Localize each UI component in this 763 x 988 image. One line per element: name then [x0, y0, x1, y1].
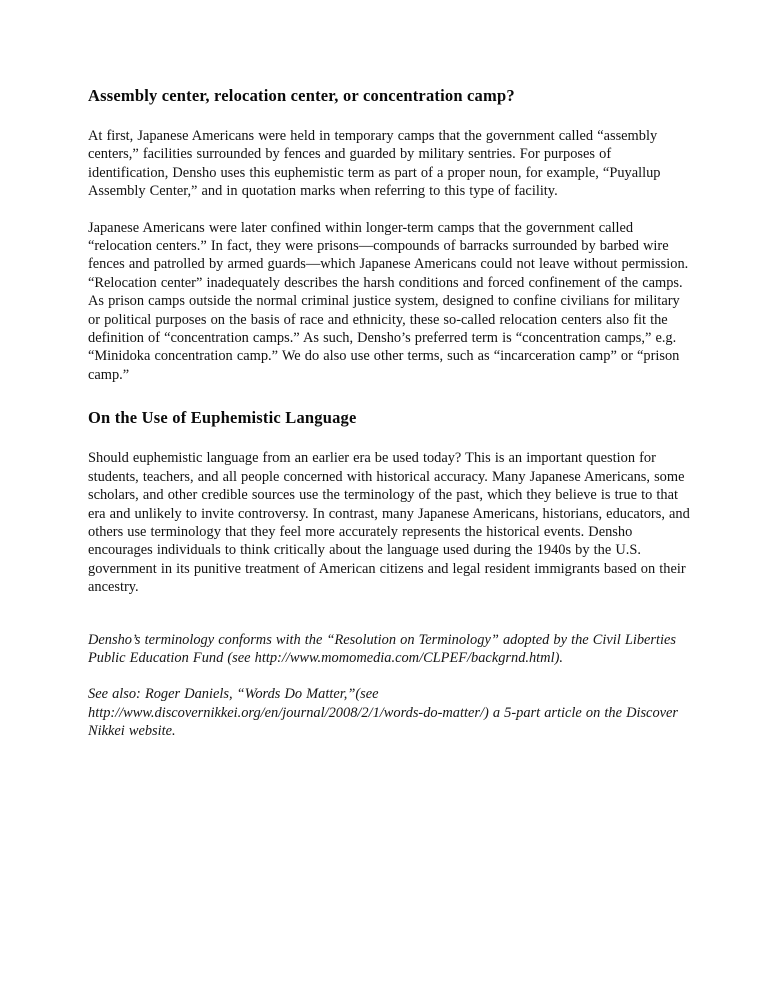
resolution-on-terminology-note: Densho’s terminology conforms with the “Resolution on Terminology” adopted by the Civil Liberties Public Education Fund (see http://www.momomedia.com/CLPEF/backgrnd.html).: [88, 631, 677, 666]
words-do-matter-note: See also: Roger Daniels, “Words Do Matter,”(see http://www.discovernikkei.org/en/journal/2008/2/1/words-do-matter/) a 5-part article on the Discover Nikkei website.: [88, 686, 679, 740]
assembly-centers-paragraph: At first, Japanese Americans were held in temporary camps that the government called “assembly centers,” facilities surrounded by fences and guarded by military sentries. For purposes of identification, Densho uses this euphemistic term as part of a proper noun, for example, “Puyallup Assembly Center,” and in quotation marks when referring to this type of facility.: [88, 128, 661, 200]
section-terminology: [88, 86, 692, 384]
euphemistic-language-section-heading: On the Use of Euphemistic Language: [88, 408, 357, 428]
document-content: [88, 86, 692, 741]
relocation-centers-paragraph: Japanese Americans were later confined within longer-term camps that the government called “relocation centers.” In fact, they were prisons—compounds of barracks surrounded by barbed wire fences and patrolled by armed guards—which Japanese Americans could not leave without permission. “Relocation center” inadequately describes the harsh conditions and forced confinement of the camps. As prison camps outside the normal criminal justice system, designed to confine civilians for military or political purposes on the basis of race and ethnicity, these so-called relocation centers also fit the definition of “concentration camps.” As such, Densho’s preferred term is “concentration camps,” e.g. “Minidoka concentration camp.” We do also use other terms, such as “incarceration camp” or “prison camp.”: [88, 219, 689, 383]
euphemistic-language-paragraph: Should euphemistic language from an earlier era be used today? This is an important question for students, teachers, and all people concerned with historical accuracy. Many Japanese Americans, some scholars, and other credible sources use the terminology of the past, which they believe is true to that era and unlikely to invite controversy. In contrast, many Japanese Americans, historians, educators, and others use terminology that they feel more accurately represents the historical events. Densho encourages individuals to think critically about the language used during the 1940s by the U.S. government in its punitive treatment of American citizens and legal resident immigrants based on their ancestry.: [88, 450, 690, 596]
citation-notes: [88, 631, 692, 741]
terminology-section-heading: Assembly center, relocation center, or concentration camp?: [88, 86, 515, 105]
section-euphemistic-language: [88, 408, 692, 596]
